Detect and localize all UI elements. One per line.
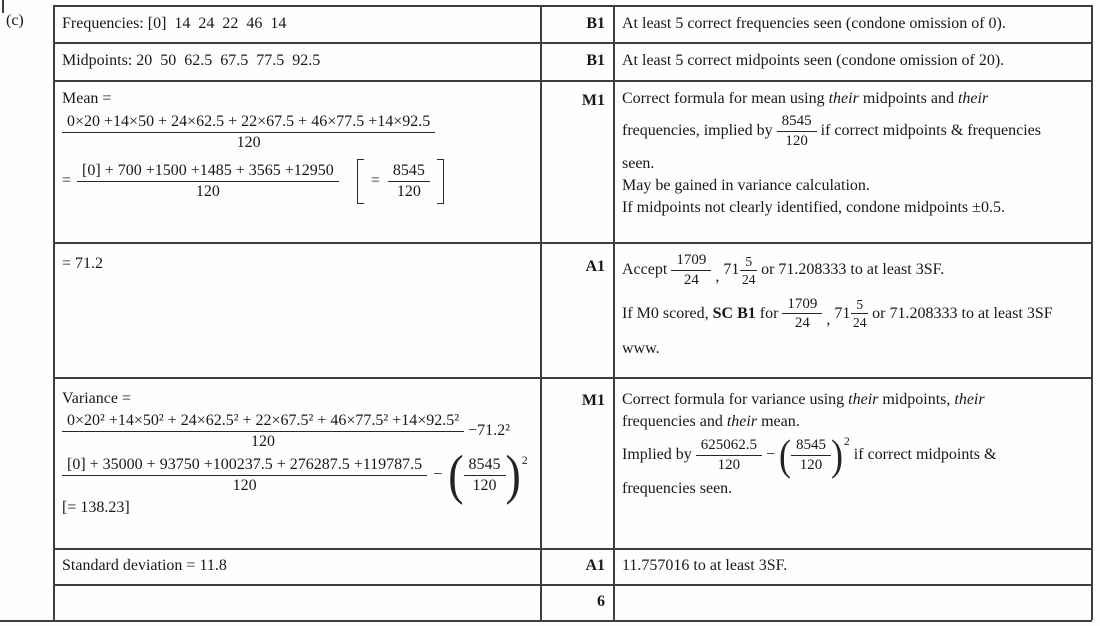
bracketed-result (357, 159, 444, 204)
note-mean-line2: frequencies, implied by $\frac{8545}{120}$ if correct midpoints & frequencies (622, 113, 1041, 149)
comma: , (715, 267, 720, 285)
note-stdev-accuracy: 11.757016 to at least 3SF. (622, 557, 788, 574)
table-row-border (53, 377, 1092, 379)
variance-fraction-1: $\frac{\text{0×20² +14×50² + 24×62.5² + 22×67.5² + 46×77.5² +14×92.5²}}{120}$ (62, 412, 464, 451)
inline-fraction: $\frac{1709}{24}$ (671, 252, 711, 289)
note-mean-method (622, 88, 1088, 219)
note-midpoints: At least 5 correct midpoints seen (condone omission of 20). (622, 52, 1005, 69)
note-variance-line2: frequencies and their mean. (622, 413, 800, 430)
mixed-number: 71 $\frac{5}{24}$ (723, 253, 756, 287)
note-mean-line1: Correct formula for mean using their midpoints and their (622, 90, 989, 107)
their-italic: their (726, 413, 758, 430)
mean-fraction-3: $\frac{8545}{120}$ (388, 162, 430, 201)
midpoints-text: Midpoints: 20 50 62.5 67.5 77.5 92.5 (62, 52, 321, 69)
table-bottom-border (0, 620, 1092, 622)
mark-total: 6 (597, 593, 605, 610)
mean-formula-line2 (62, 159, 538, 204)
parenthesised-fraction: ( $\frac{8545}{120}$ ) 2 (779, 431, 850, 480)
right-square-bracket (437, 159, 444, 204)
minus-sign: − (433, 466, 443, 484)
mean-fraction-2: $\frac{[0] + 700 +1500 +1485 + 3565 +12950}{120}$ (77, 162, 339, 201)
parenthesised-fraction: ( $\frac{8545}{120}$ ) 2 (448, 444, 528, 506)
exponent: 2 (844, 436, 850, 448)
mark-b1-frequencies: B1 (586, 14, 605, 32)
stdev-text: Standard deviation = 11.8 (62, 557, 227, 574)
mark-m1-variance: M1 (581, 392, 605, 409)
minus-sign: − (766, 446, 776, 464)
left-square-bracket (357, 159, 364, 204)
note-www: www. (622, 340, 660, 358)
mean-value-text: = 71.2 (62, 255, 104, 272)
table-border-mark-col-right (613, 5, 615, 620)
mean-fraction-1: $\frac{0\times 20 +14\times 50 + 24\times 62.5 + 22\times 67.5 + 46\times 77.5 +14\times 92.5}{120}$ (62, 113, 435, 152)
mark-a1-mean: A1 (585, 258, 605, 275)
note-mean-line3: seen. (622, 154, 655, 172)
variance-working (62, 388, 542, 517)
note-mean-accuracy (622, 252, 1088, 360)
mark-a1-stdev: A1 (585, 557, 605, 574)
special-case-label: SC B1 (712, 304, 756, 322)
mean-label: Mean = (62, 90, 112, 107)
their-italic: their (848, 391, 879, 408)
variance-fraction-3: $\frac{8545}{120}$ (464, 456, 506, 495)
note-variance-method (622, 389, 1088, 500)
note-variance-line3: Implied by $\frac{625062.5}{120}$ − ( $\frac{8545}{120}$ ) 2 if correct midpoints & (622, 431, 997, 480)
note-variance-line4: frequencies seen. (622, 479, 733, 497)
mark-m1-mean: M1 (581, 92, 605, 109)
inline-fraction: $\frac{1709}{24}$ (782, 296, 822, 333)
variance-formula-line1 (62, 412, 542, 451)
question-part-label: (c) (6, 12, 24, 29)
mean-formula-line1 (62, 113, 538, 152)
minus-mean-squared: −71.2² (468, 422, 510, 440)
note-mean-line4: May be gained in variance calculation. (622, 176, 870, 194)
comma: , (826, 311, 831, 329)
mark-b1-midpoints: B1 (586, 52, 605, 69)
frequencies-working (62, 5, 286, 42)
midpoints-working (62, 42, 320, 80)
mean-value-working (62, 255, 103, 273)
note-mean-line5: If midpoints not clearly identified, condone midpoints ±0.5. (622, 198, 1005, 216)
note-variance-line1: Correct formula for variance using their midpoints, their (622, 391, 985, 408)
equals-sign: = (62, 172, 72, 190)
stdev-working (62, 548, 227, 584)
inline-fraction: $\frac{625062.5}{120}$ (696, 437, 762, 474)
mean-working (62, 88, 538, 204)
their-italic: their (828, 90, 859, 107)
variance-formula-line2 (62, 444, 542, 506)
exponent: 2 (521, 454, 528, 467)
frequencies-text: Frequencies: [0] 14 24 22 46 14 (62, 14, 287, 32)
table-row-border (53, 80, 1092, 82)
note-sc-line: If M0 scored, SC B1 for $\frac{1709}{24}$ , 71 $\frac{5}{24}$ or 71.208333 to at least 3SF (622, 295, 1053, 332)
their-italic: their (957, 90, 989, 107)
mixed-number: 71 $\frac{5}{24}$ (834, 297, 867, 331)
table-border-question-col (53, 5, 55, 620)
note-accept-line: Accept $\frac{1709}{24}$ , 71 $\frac{5}{24}$ or 71.208333 to at least 3SF. (622, 252, 945, 288)
inline-fraction: $\frac{8545}{120}$ (777, 113, 817, 150)
variance-fraction-2: $\frac{[0] + 35000 + 93750 +100237.5 + 276287.5 +119787.5}{120}$ (62, 456, 427, 495)
table-left-border-stub (2, 0, 4, 13)
their-italic: their (954, 391, 985, 408)
note-frequencies: At least 5 correct frequencies seen (condone omission of 0). (622, 14, 1006, 32)
variance-label: Variance = (62, 390, 131, 407)
table-border-mark-col-left (540, 5, 542, 620)
equals-sign: = (370, 172, 380, 190)
variance-result: [= 138.23] (62, 498, 130, 516)
table-right-border (1091, 5, 1093, 620)
table-row-border (53, 242, 1092, 244)
